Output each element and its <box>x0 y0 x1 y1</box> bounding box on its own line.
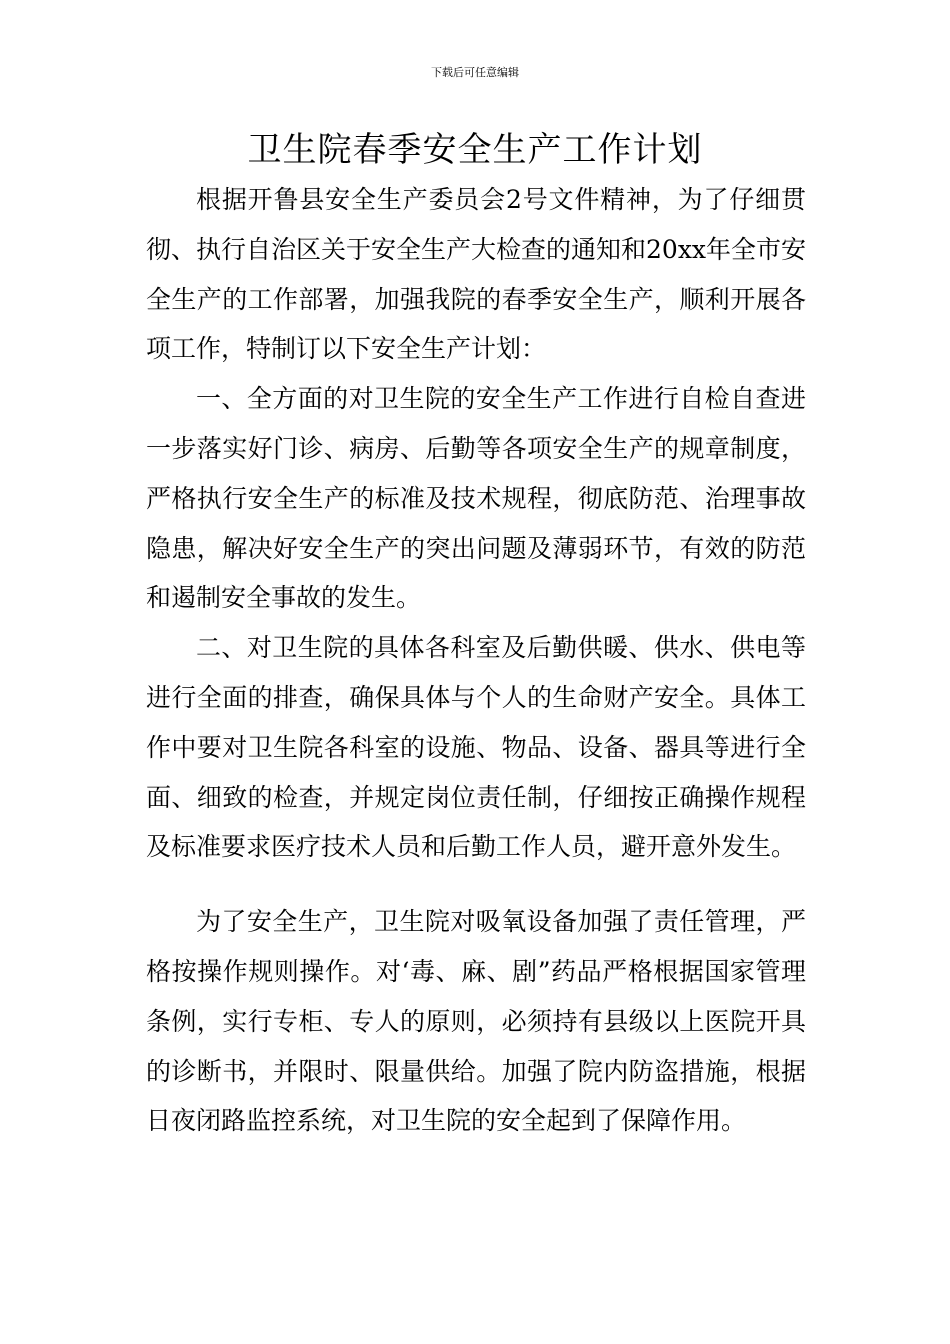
paragraph-item-2: 二、对卫生院的具体各科室及后勤供暖、供水、供电等进行全面的排查，确保具体与个人的生命财产安全。具体工作中要对卫生院各科室的设施、物品、设备、器具等进行全面、细致的检查，并规定岗位责任制，仔细按正确操作规程及标准要求医疗技术人员和后勤工作人员，避开意外发生。 <box>146 633 806 862</box>
document-body <box>146 175 806 1146</box>
paragraph-safety-measures: 为了安全生产，卫生院对吸氧设备加强了责任管理，严格按操作规则操作。对‘毒、麻、剧”药品严格根据国家管理条例，实行专柜、专人的原则，必须持有县级以上医院开具的诊断书，并限时、限量供给。加强了院内防盗措施，根据日夜闭路监控系统，对卫生院的安全起到了保障作用。 <box>146 907 806 1136</box>
paragraph-item-1: 一、全方面的对卫生院的安全生产工作进行自检自查进一步落实好门诊、病房、后勤等各项安全生产的规章制度，严格执行安全生产的标准及技术规程，彻底防范、治理事故隐患，解决好安全生产的突出问题及薄弱环节，有效的防范和遏制安全事故的发生。 <box>146 384 806 613</box>
paragraph-intro: 根据开鲁县安全生产委员会2号文件精神，为了仔细贯彻、执行自治区关于安全生产大检查的通知和20xx年全市安全生产的工作部署，加强我院的春季安全生产，顺利开展各项工作，特制订以下安全生产计划： <box>146 185 807 364</box>
document-title: 卫生院春季安全生产工作计划 <box>247 130 703 170</box>
header-note: 下载后可任意编辑 <box>431 66 519 79</box>
